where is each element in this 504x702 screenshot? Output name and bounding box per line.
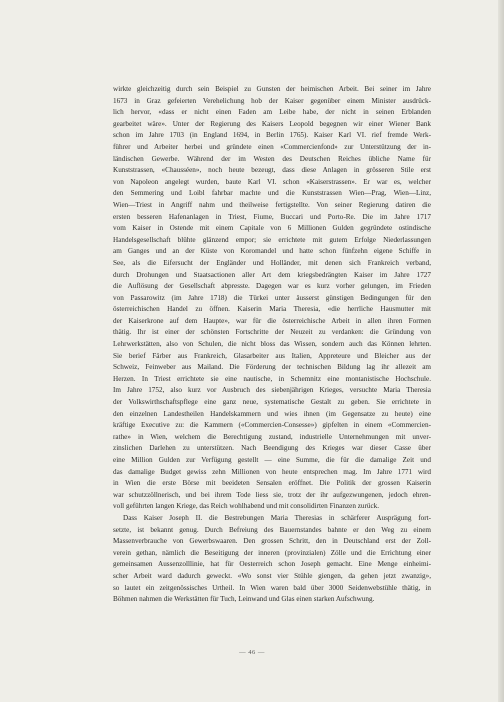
text-line: den einzelnen Landestheilen Handelskammern und wies ihnen (im Gegensatze zu heute) eine bbox=[113, 409, 431, 418]
text-line: so lautet ein zeitgenössisches Urtheil. In Wien waren bald über 3000 Seidenwebstühle thätig, in bbox=[113, 583, 431, 592]
text-line: der Volkswirthschaftspflege eine ganz neue, systematische Gestalt zu geben. Sie errichtete in bbox=[113, 398, 431, 407]
text-line: rathe» in Wien, welchem die Berechtigung zustand, industrielle Unternehmungen mit unver- bbox=[113, 432, 431, 441]
text-line: lich hervor, «dass er nicht einen Faden am Leibe habe, der nicht in seinen Erblanden bbox=[113, 108, 431, 117]
text-line: die Auflösung der Gesellschaft abpresste. Dagegen war es kurz vorher gelungen, im Frieden bbox=[113, 282, 431, 291]
text-line: verein gethan, nämlich die Beseitigung der inneren (provinzialen) Zölle und die Errichtung einer bbox=[113, 548, 431, 557]
text-line: gearbeitet wäre». Unter der Regierung des Kaisers Leopold begegnen wir einer Wiener Bank bbox=[113, 119, 431, 128]
text-line: Böhmen nahmen die Werkstätten für Tuch, Leinwand und Glas einen starken Aufschwung. bbox=[113, 595, 375, 604]
text-line: setzte, ist bekannt genug. Durch Befreiung des Bauernstandes bahnte er den Weg zu einem bbox=[113, 525, 431, 534]
text-line: scher Arbeit ward dadurch geweckt. «Wo sonst vier Stühle giengen, da gehen jetzt zwanzig», bbox=[113, 571, 431, 580]
text-line: Sie berief Färber aus Frankreich, Glasarbeiter aus Italien, Appreteure und Bleicher aus der bbox=[113, 351, 431, 360]
text-line: voll geführten langen Kriege, das Reich wohlhabend und mit consolidirten Finanzen zurück. bbox=[113, 502, 380, 511]
text-line: in Wien die erste Börse mit beeideten Sensalen eröffnet. Die Politik der grossen Kaiserin bbox=[113, 479, 431, 488]
text-line: der Kaiserkrone auf dem Haupte», war für die österreichische Arbeit in allen ihren Formen bbox=[113, 316, 431, 325]
text-line: Handelsgesellschaft blühte glänzend empor; sie errichtete mit gutem Erfolge Niederlassungen bbox=[113, 235, 431, 244]
text-line: war schutzzöllnerisch, und bei ihrem Tode liess sie, trotz der ihr aufgezwungenen, jedoch ehren- bbox=[113, 490, 431, 499]
text-line: durch Drohungen und Staatsactionen aller Art dem kriegsbedrängten Kaiser im Jahre 1727 bbox=[113, 270, 431, 279]
text-line: Massenverbrauche von Gewerbswaaren. Den grossen Schritt, den in Deutschland erst der Zoll- bbox=[113, 537, 431, 546]
text-line: führer und Arbeiter herbei und gründete einen «Commercienfond» zur Unterstützung der in- bbox=[113, 142, 431, 151]
text-line: See, als die Eifersucht der Engländer und Holländer, mit denen sich Frankreich verband, bbox=[113, 258, 431, 267]
text-line: Herzen. In Triest errichtete sie eine nautische, in Schemnitz eine montanistische Hochschule. bbox=[113, 374, 431, 383]
body-text bbox=[113, 84, 431, 606]
text-line: Dass Kaiser Joseph II. die Bestrebungen Maria Theresias in schärferer Ausprägung fort- bbox=[123, 513, 431, 522]
text-line: kräftige Executive zu: die Kammern («Commercien-Consesse») gipfelten in einem «Commercien- bbox=[113, 421, 431, 430]
text-line: vom Kaiser in Ostende mit einem Capitale von 6 Millionen Gulden gegründete ostindische bbox=[113, 224, 431, 233]
text-line: gemeinsamen Aussenzolllinie, hat für Oesterreich schon Joseph gemacht. Eine Menge einheimi- bbox=[113, 560, 431, 569]
page-binding-edge bbox=[498, 0, 504, 702]
text-line: ersten besseren Hafenanlagen in Triest, Fiume, Buccari und Porto-Re. Die im Jahre 1717 bbox=[113, 212, 431, 221]
text-line: zinslichen Darlehen zu unterstützen. Nach Beendigung des Krieges war dieser Casse über bbox=[113, 444, 431, 453]
text-line: Lehrwerkstätten, also von Schulen, die nicht bloss das Wissen, sondern auch das Können lehrten. bbox=[113, 340, 431, 349]
text-line: von Passarowitz (im Jahre 1718) die Türkei unter äusserst günstigen Bedingungen für den bbox=[113, 293, 431, 302]
text-line: ländischen Gewerbe. Während der im Westen des Deutschen Reiches übliche Name für bbox=[113, 154, 431, 163]
text-line: Wien—Triest in Angriff nahm und theilweise fertigstellte. Von seiner Regierung datiren die bbox=[113, 200, 431, 209]
text-line: Kunststrassen, «Chausséen», noch heute bezeugt, dass diese Anlagen in grösseren Stile erst bbox=[113, 166, 431, 175]
text-line: 1673 in Graz gefeierten Verehelichung hob der Kaiser gegenüber einem Minister ausdrück- bbox=[113, 96, 431, 105]
text-line: schon im Jahre 1703 (in England 1694, in Berlin 1765). Kaiser Karl VI. rief fremde Werk- bbox=[113, 131, 431, 140]
text-line: das damalige Budget gewiss zehn Millionen von heute entsprechen mag. Im Jahre 1771 wird bbox=[113, 467, 431, 476]
text-line: Im Jahre 1752, also kurz vor Ausbruch des siebenjährigen Krieges, versuchte Maria Theresia bbox=[113, 386, 431, 395]
text-line: am Ganges und an der Küste von Koromandel und hatte schon fünfzehn eigene Schiffe in bbox=[113, 247, 431, 256]
text-line: Schweiz, Feinweber aus Mailand. Die Förderung der technischen Bildung lag ihr allezeit am bbox=[113, 363, 431, 372]
text-line: eine Million Gulden zur Verfügung gestellt — eine Summe, die für die damalige Zeit und bbox=[113, 456, 431, 464]
text-line: thätig. Ihr ist einer der schönsten Fortschritte der Neuzeit zu verdanken: die Gründung von bbox=[113, 328, 431, 337]
page-number: — 46 — bbox=[239, 649, 265, 656]
text-line: österreichischen Handel zu öffnen. Kaiserin Maria Theresia, «die herrliche Hausmutter mit bbox=[113, 305, 431, 314]
text-line: von Napoleon angelegt wurden, baute Karl VI. schon «Kaiserstrassen». Er war es, welcher bbox=[113, 177, 431, 186]
text-line: den Semmering und Loibl fahrbar machte und die Kunststrassen Wien—Prag, Wien—Linz, bbox=[113, 189, 431, 198]
text-line: wirkte gleichzeitig durch sein Beispiel zu Gunsten der heimischen Arbeit. Bei seiner im Jahre bbox=[113, 85, 431, 93]
